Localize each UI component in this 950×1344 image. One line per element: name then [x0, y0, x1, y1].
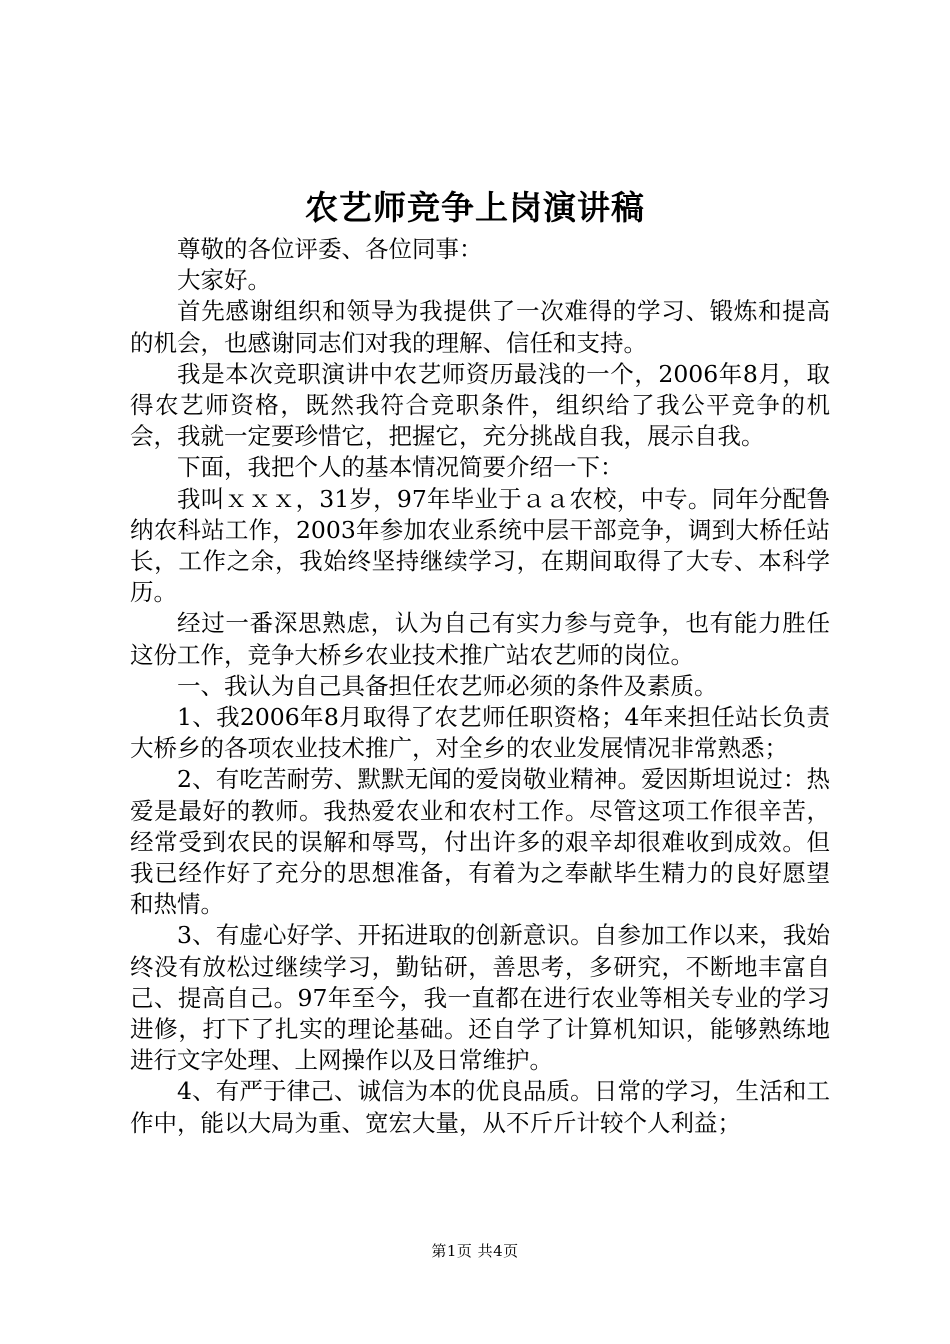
document-title: 农艺师竞争上岗演讲稿 [305, 188, 645, 227]
paragraph-greeting: 大家好。 [177, 266, 271, 295]
document-body [130, 234, 830, 1139]
paragraph-intro: 下面，我把个人的基本情况简要介绍一下： [177, 453, 624, 482]
paragraph-thanks: 首先感谢组织和领导为我提供了一次难得的学习、锻炼和提高的机会，也感谢同志们对我的理解、信任和支持。 [130, 297, 830, 357]
paragraph-qualification: 我是本次竞职演讲中农艺师资历最浅的一个，2006年8月，取得农艺师资格，既然我符合竞职条件，组织给了我公平竞争的机会，我就一定要珍惜它，把握它，充分挑战自我，展示自我。 [130, 359, 830, 451]
paragraph-point-2: 2、有吃苦耐劳、默默无闻的爱岗敬业精神。爱因斯坦说过：热爱是最好的教师。我热爱农业和农村工作。尽管这项工作很辛苦，经常受到农民的误解和辱骂，付出许多的艰辛却很难收到成效。但我已经作好了充分的思想准备，有着为之奉献毕生精力的良好愿望和热情。 [130, 765, 830, 919]
paragraph-section-heading: 一、我认为自己具备担任农艺师必须的条件及素质。 [177, 671, 718, 700]
paragraph-point-1: 1、我2006年8月取得了农艺师任职资格；4年来担任站长负责大桥乡的各项农业技术推广，对全乡的农业发展情况非常熟悉； [130, 703, 830, 763]
paragraph-point-4: 4、有严于律己、诚信为本的优良品质。日常的学习，生活和工作中，能以大局为重、宽宏大量，从不斤斤计较个人利益； [130, 1077, 830, 1137]
paragraph-point-3: 3、有虚心好学、开拓进取的创新意识。自参加工作以来，我始终没有放松过继续学习，勤钻研，善思考，多研究，不断地丰富自己、提高自己。97年至今，我一直都在进行农业等相关专业的学习进修，打下了扎实的理论基础。还自学了计算机知识，能够熟练地进行文字处理、上网操作以及日常维护。 [130, 921, 830, 1075]
paragraph-decision: 经过一番深思熟虑，认为自己有实力参与竞争，也有能力胜任这份工作，竞争大桥乡农业技术推广站农艺师的岗位。 [130, 609, 830, 669]
paragraph-background: 我叫ｘｘｘ，31岁，97年毕业于ａａ农校，中专。同年分配鲁纳农科站工作，2003年参加农业系统中层干部竞争，调到大桥任站长，工作之余，我始终坚持继续学习，在期间取得了大专、本科学历。 [130, 484, 830, 607]
page-number: 第1页 共4页 [431, 1242, 519, 1260]
paragraph-salutation: 尊敬的各位评委、各位同事： [177, 235, 483, 263]
